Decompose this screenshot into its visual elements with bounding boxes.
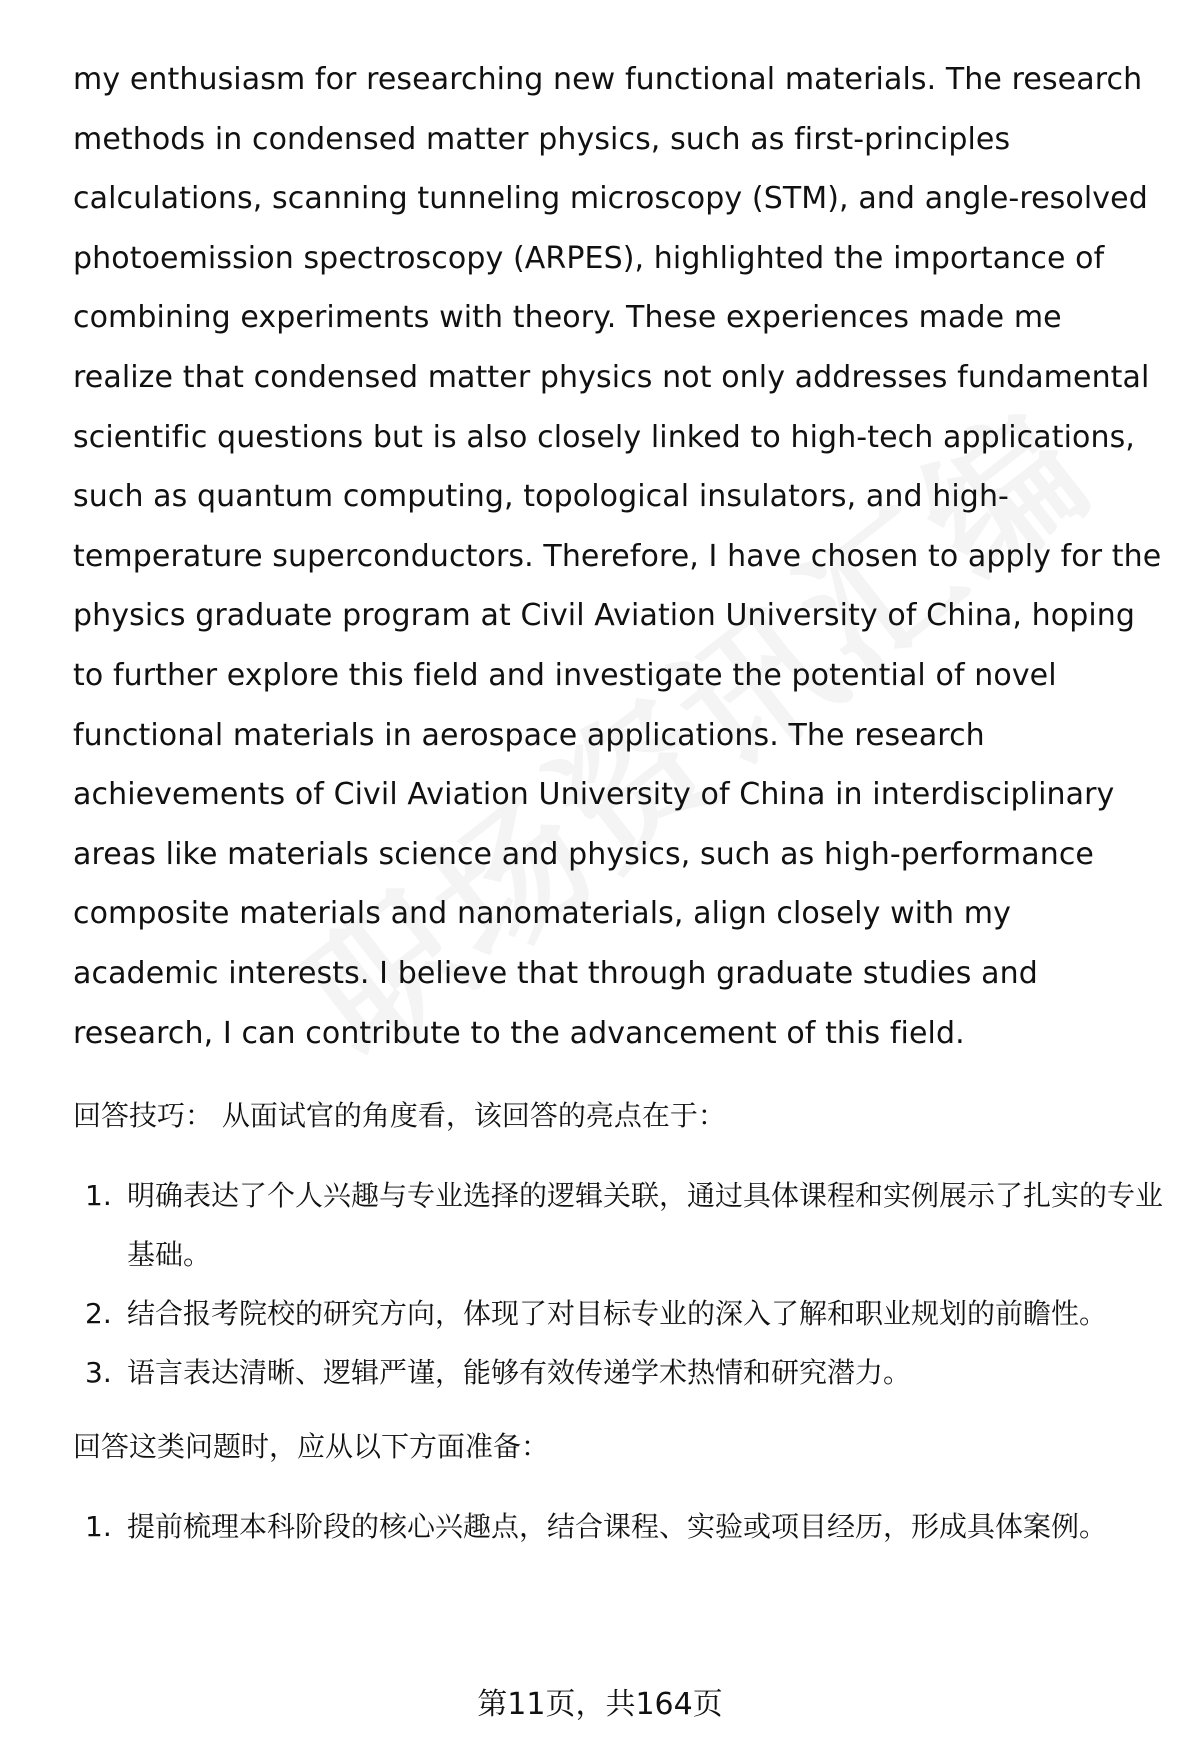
prep-list xyxy=(73,1497,1165,1556)
tips-heading: 回答技巧： 从面试官的角度看，该回答的亮点在于： xyxy=(73,1099,726,1133)
tips-list xyxy=(73,1166,1165,1402)
list-item-number: 2. xyxy=(85,1297,112,1331)
body-paragraph: my enthusiasm for researching new functional materials. The research methods in condensed matter physics, such as first-principles calculations, scanning tunneling microscopy (STM), and angle-resolved photoemission spectroscopy (ARPES), highlighted the importance of combining experiments with theory. These experiences made me realize that condensed matter physics not only addresses fundamental scientific questions but is also closely linked to high-tech applications, such as quantum computing, topological insulators, and high-temperature superconductors. Therefore, I have chosen to apply for the physics graduate program at Civil Aviation University of China, hoping to further explore this field and investigate the potential of novel functional materials in aerospace applications. The research achievements of Civil Aviation University of China in interdisciplinary areas like materials science and physics, such as high-performance composite materials and nanomaterials, align closely with my academic interests. I believe that through graduate studies and research, I can contribute to the advancement of this field. xyxy=(73,62,1162,1051)
list-item xyxy=(73,1343,1165,1402)
list-item xyxy=(73,1497,1165,1556)
list-item xyxy=(73,1284,1165,1343)
list-item xyxy=(73,1166,1165,1284)
list-item-number: 3. xyxy=(85,1356,112,1390)
list-item-text: 结合报考院校的研究方向，体现了对目标专业的深入了解和职业规划的前瞻性。 xyxy=(127,1297,1108,1331)
list-item-text: 语言表达清晰、逻辑严谨，能够有效传递学术热情和研究潜力。 xyxy=(127,1356,912,1390)
list-item-text: 提前梳理本科阶段的核心兴趣点，结合课程、实验或项目经历，形成具体案例。 xyxy=(127,1510,1108,1544)
list-item-number: 1. xyxy=(85,1179,112,1213)
prep-heading: 回答这类问题时，应从以下方面准备： xyxy=(73,1430,550,1464)
list-item-text: 明确表达了个人兴趣与专业选择的逻辑关联，通过具体课程和实例展示了扎实的专业基础。 xyxy=(127,1179,1164,1272)
page-footer: 第11页，共164页 xyxy=(477,1687,723,1722)
list-item-number: 1. xyxy=(85,1510,112,1544)
page-content xyxy=(73,50,1165,1556)
